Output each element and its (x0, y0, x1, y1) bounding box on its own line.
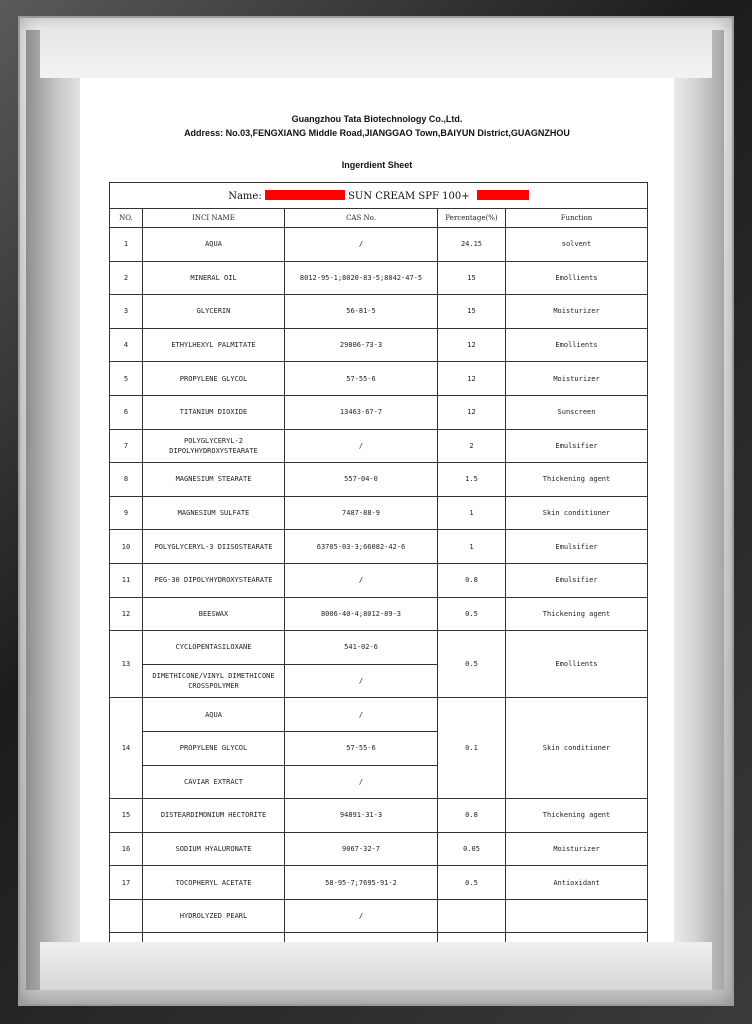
cell-function: Moisturizer (506, 362, 648, 396)
cell-no (110, 933, 143, 942)
cell-no: 4 (110, 328, 143, 362)
cell-cas: 9067-32-7 (285, 832, 438, 866)
cell-percentage: 0.5 (438, 597, 506, 631)
col-header-function: Function (506, 209, 648, 228)
product-name-cell (110, 183, 648, 209)
ingredient-sheet-paper (80, 78, 674, 942)
cell-function: Emollients (506, 261, 648, 295)
cell-cas: / (285, 228, 438, 262)
table-row (110, 899, 648, 933)
cell-function: solvent (506, 228, 648, 262)
cell-cas: 541-02-6 (285, 631, 438, 665)
cell-function: Moisturizer (506, 295, 648, 329)
company-address: Address: No.03,FENGXIANG Middle Road,JIANGGAO Town,BAIYUN District,GUAGNZHOU (184, 128, 570, 138)
col-header-no: NO. (110, 209, 143, 228)
cell-percentage (438, 899, 506, 933)
cell-percentage: 1 (438, 530, 506, 564)
cell-function: Emulsifier (506, 530, 648, 564)
cell-no: 8 (110, 463, 143, 497)
table-row (110, 295, 648, 329)
redaction-bar (265, 190, 345, 200)
cell-cas: 56-81-5 (285, 295, 438, 329)
cell-percentage: 0.05 (438, 832, 506, 866)
table-row (110, 563, 648, 597)
frame-mat-right (674, 30, 724, 990)
cell-inci (143, 933, 285, 942)
cell-percentage: 24.15 (438, 228, 506, 262)
sheet-title: Ingerdient Sheet (341, 160, 413, 170)
cell-inci: DIMETHICONE/VINYL DIMETHICONE CROSSPOLYMER (143, 664, 285, 698)
cell-inci: POLYGLYCERYL-2 DIPOLYHYDROXYSTEARATE (143, 429, 285, 463)
cell-inci: SODIUM HYALURONATE (143, 832, 285, 866)
cell-percentage: 2 (438, 429, 506, 463)
cell-percentage: 12 (438, 362, 506, 396)
cell-no (110, 899, 143, 933)
cell-no: 16 (110, 832, 143, 866)
product-name: SUN CREAM SPF 100+ (348, 190, 470, 202)
cell-percentage: 1.5 (438, 463, 506, 497)
col-header-cas: CAS No. (285, 209, 438, 228)
cell-no: 11 (110, 563, 143, 597)
table-row (110, 530, 648, 564)
cell-function (506, 933, 648, 942)
product-name-row (110, 183, 648, 209)
cell-no: 13 (110, 631, 143, 698)
cell-inci: DISTEARDIMONIUM HECTORITE (143, 799, 285, 833)
cell-function: Emulsifier (506, 429, 648, 463)
cell-function: Thickening agent (506, 463, 648, 497)
cell-inci: CAVIAR EXTRACT (143, 765, 285, 799)
cell-cas: / (285, 698, 438, 732)
cell-percentage: 0.8 (438, 563, 506, 597)
col-header-percentage: Percentage(%) (438, 209, 506, 228)
cell-function (506, 899, 648, 933)
cell-inci: MAGNESIUM STEARATE (143, 463, 285, 497)
cell-percentage: 12 (438, 395, 506, 429)
cell-inci: PROPYLENE GLYCOL (143, 362, 285, 396)
cell-inci: TOCOPHERYL ACETATE (143, 866, 285, 900)
cell-cas: 29806-73-3 (285, 328, 438, 362)
table-subrow (110, 933, 648, 942)
cell-cas: 94891-31-3 (285, 799, 438, 833)
cell-function: Skin conditioner (506, 496, 648, 530)
cell-inci: MINERAL OIL (143, 261, 285, 295)
cell-inci: POLYGLYCERYL-3 DIISOSTEARATE (143, 530, 285, 564)
cell-cas: 57-55-6 (285, 362, 438, 396)
table-row (110, 698, 648, 732)
cell-percentage: 15 (438, 295, 506, 329)
cell-no: 5 (110, 362, 143, 396)
table-row (110, 395, 648, 429)
cell-cas: / (285, 563, 438, 597)
cell-percentage: 0.8 (438, 799, 506, 833)
cell-no: 15 (110, 799, 143, 833)
cell-percentage: 12 (438, 328, 506, 362)
redaction-bar (477, 190, 529, 200)
table-row (110, 429, 648, 463)
cell-percentage: 1 (438, 496, 506, 530)
cell-cas: 7487-88-9 (285, 496, 438, 530)
table-row (110, 362, 648, 396)
cell-cas: / (285, 899, 438, 933)
cell-cas: 57-55-6 (285, 731, 438, 765)
cell-inci: PROPYLENE GLYCOL (143, 731, 285, 765)
cell-function: Emollients (506, 328, 648, 362)
cell-percentage: 0.5 (438, 631, 506, 698)
cell-inci: AQUA (143, 698, 285, 732)
cell-inci: GLYCERIN (143, 295, 285, 329)
table-row (110, 866, 648, 900)
cell-percentage (438, 933, 506, 942)
table-row (110, 832, 648, 866)
cell-cas: 8012-95-1;8020-83-5;8042-47-5 (285, 261, 438, 295)
table-row (110, 496, 648, 530)
ingredient-table (109, 182, 648, 942)
cell-no: 2 (110, 261, 143, 295)
cell-inci: BEESWAX (143, 597, 285, 631)
cell-inci: ETHYLHEXYL PALMITATE (143, 328, 285, 362)
table-row (110, 463, 648, 497)
cell-no: 1 (110, 228, 143, 262)
cell-function: Thickening agent (506, 597, 648, 631)
cell-cas: 8006-40-4;8012-89-3 (285, 597, 438, 631)
cell-cas: 63705-03-3;66082-42-6 (285, 530, 438, 564)
table-row (110, 261, 648, 295)
cell-cas (285, 933, 438, 942)
product-name-label: Name: (228, 190, 262, 202)
cell-no: 3 (110, 295, 143, 329)
frame-mat-left (26, 30, 80, 990)
cell-cas: 557-04-0 (285, 463, 438, 497)
cell-cas: 13463-67-7 (285, 395, 438, 429)
cell-inci: TITANIUM DIOXIDE (143, 395, 285, 429)
cell-percentage: 0.1 (438, 698, 506, 799)
cell-no: 6 (110, 395, 143, 429)
cell-function: Moisturizer (506, 832, 648, 866)
cell-function: Thickening agent (506, 799, 648, 833)
cell-function: Antioxidant (506, 866, 648, 900)
cell-inci: AQUA (143, 228, 285, 262)
cell-no: 17 (110, 866, 143, 900)
table-row (110, 597, 648, 631)
table-row (110, 631, 648, 665)
cell-function: Sunscreen (506, 395, 648, 429)
cell-inci: CYCLOPENTASILOXANE (143, 631, 285, 665)
cell-inci: HYDROLYZED PEARL (143, 899, 285, 933)
cell-no: 10 (110, 530, 143, 564)
table-row (110, 799, 648, 833)
table-header-row (110, 209, 648, 228)
table-row (110, 328, 648, 362)
cell-cas: / (285, 765, 438, 799)
cell-inci: MAGNESIUM SULFATE (143, 496, 285, 530)
cell-cas: 58-95-7;7695-91-2 (285, 866, 438, 900)
cell-percentage: 15 (438, 261, 506, 295)
cell-inci: PEG-30 DIPOLYHYDROXYSTEARATE (143, 563, 285, 597)
cell-no: 7 (110, 429, 143, 463)
table-row (110, 228, 648, 262)
col-header-inci: INCI NAME (143, 209, 285, 228)
cell-no: 12 (110, 597, 143, 631)
cell-cas: / (285, 664, 438, 698)
cell-no: 9 (110, 496, 143, 530)
cell-function: Emollients (506, 631, 648, 698)
cell-no: 14 (110, 698, 143, 799)
company-name: Guangzhou Tata Biotechnology Co.,Ltd. (291, 114, 463, 124)
frame-mat-bottom (40, 942, 712, 990)
cell-function: Skin conditioner (506, 698, 648, 799)
frame-mat-top (40, 28, 712, 78)
cell-function: Emulsifier (506, 563, 648, 597)
cell-percentage: 0.5 (438, 866, 506, 900)
cell-cas: / (285, 429, 438, 463)
